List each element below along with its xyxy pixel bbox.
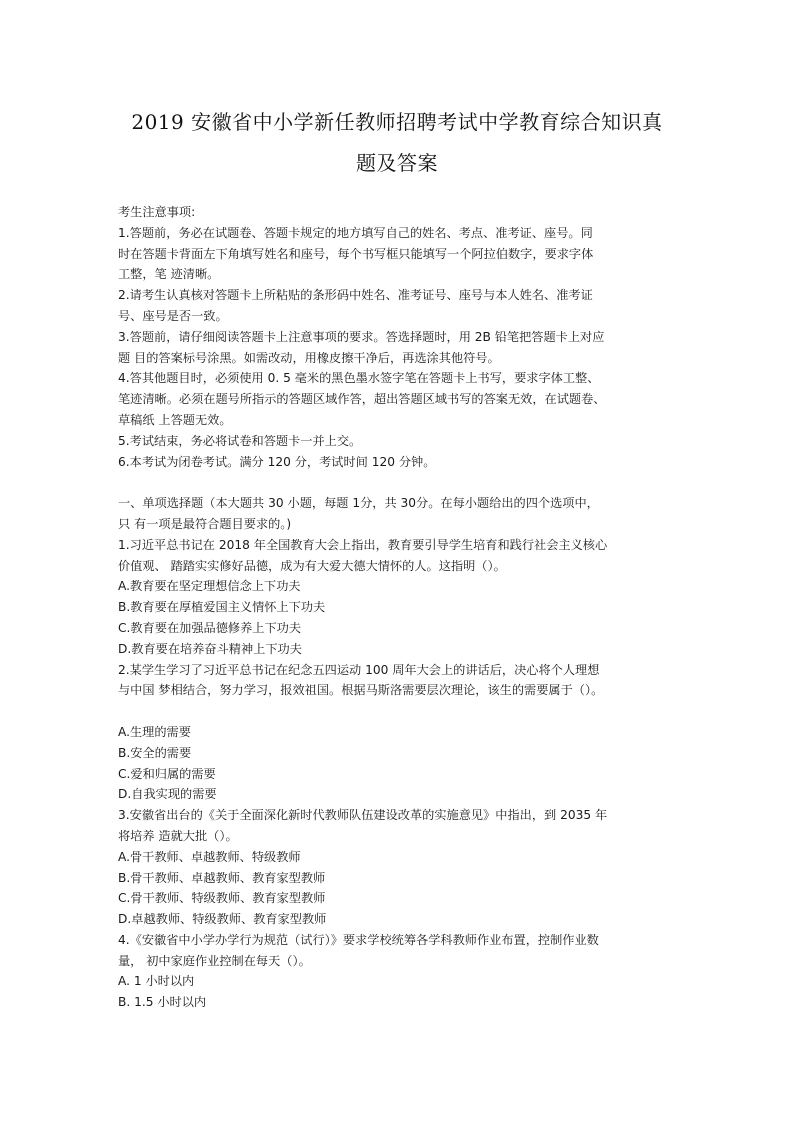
- option-b: B.安全的需要: [118, 745, 192, 760]
- notice-line: 4.答其他题目时，必须使用 0. 5 毫米的黑色墨水签字笔在答题卡上书写，要求字体工整、: [118, 371, 600, 386]
- question-stem-line: 将培养 造就大批（）。: [118, 828, 238, 843]
- notice-line: 时在答题卡背面左下角填写姓名和座号，每个书写框只能填写一个阿拉伯数字，要求字体: [118, 246, 594, 261]
- question-stem-line: 量， 初中家庭作业控制在每天（）。: [118, 953, 311, 968]
- option-b: B.教育要在厚植爱国主义情怀上下功夫: [118, 600, 326, 615]
- notice-line: 3.答题前，请仔细阅读答题卡上注意事项的要求。答选择题时，用 2B 铅笔把答题卡上对应: [118, 329, 605, 344]
- document-title-line-1: 2019 安徽省中小学新任教师招聘考试中学教育综合知识真: [131, 110, 663, 134]
- question-stem-line: 4.《安徽省中小学办学行为规范（试行）》要求学校统筹各学科教师作业布置，控制作业数: [118, 932, 599, 947]
- notice-heading: 考生注意事项:: [118, 205, 196, 219]
- document-title-line-2: 题及答案: [356, 151, 438, 175]
- question-1: [118, 535, 678, 660]
- option-a: A.教育要在坚定理想信念上下功夫: [118, 579, 301, 594]
- notice-line: 5.考试结束，务必将试卷和答题卡一并上交。: [118, 433, 362, 448]
- notice-line: 工整，笔 迹清晰。: [118, 267, 220, 282]
- option-d: D.教育要在培养奋斗精神上下功夫: [118, 641, 302, 656]
- document-body: [118, 202, 678, 1013]
- question-stem-line: 3.安徽省出台的《关于全面深化新时代教师队伍建设改革的实施意见》中指出，到 2035 年: [118, 808, 608, 823]
- question-2: [118, 660, 678, 806]
- option-d: D.卓越教师、特级教师、教育家型教师: [118, 912, 327, 927]
- notice-line: 草稿纸 上答题无效。: [118, 412, 232, 427]
- option-b: B. 1.5 小时以内: [118, 995, 207, 1010]
- option-a: A.生理的需要: [118, 724, 191, 739]
- option-b: B.骨干教师、卓越教师、教育家型教师: [118, 870, 326, 885]
- notice-line: 笔迹清晰。必须在题号所指示的答题区域作答，超出答题区域书写的答案无效，在试题卷、: [118, 392, 606, 407]
- question-stem-line: 与中国 梦相结合，努力学习，报效祖国。根据马斯洛需要层次理论，该生的需要属于（）。: [118, 683, 604, 698]
- option-c: C.爱和归属的需要: [118, 766, 216, 781]
- question-3: [118, 805, 678, 930]
- exam-notice: [118, 202, 678, 472]
- paragraph-spacer: [118, 472, 678, 493]
- paragraph-spacer: [118, 701, 678, 722]
- notice-line: 号、座号是否一致。: [118, 308, 228, 323]
- notice-line: 2.请考生认真核对答题卡上所粘贴的条形码中姓名、准考证号、座号与本人姓名、准考证: [118, 288, 593, 303]
- section-single-choice: [118, 493, 678, 1013]
- section-intro-line: 只 有一项是最符合题目要求的。): [118, 516, 292, 531]
- option-c: C.教育要在加强品德修养上下功夫: [118, 620, 302, 635]
- option-a: A.骨干教师、卓越教师、特级教师: [118, 849, 301, 864]
- question-stem-line: 2.某学生学习了习近平总书记在纪念五四运动 100 周年大会上的讲话后，决心将个人理想: [118, 662, 600, 677]
- notice-line: 6.本考试为闭卷考试。满分 120 分，考试时间 120 分钟。: [118, 454, 436, 469]
- notice-line: 题 目的答案标号涂黑。如需改动，用橡皮擦干净后，再选涂其他符号。: [118, 350, 500, 365]
- question-stem-line: 价值观、 踏踏实实修好品德，成为有大爱大德大情怀的人。这指明（）。: [118, 558, 506, 573]
- option-c: C.骨干教师、特级教师、教育家型教师: [118, 891, 326, 906]
- section-intro-line: 一、单项选择题（本大题共 30 小题，每题 1分，共 30分。在每小题给出的四个选项中，: [118, 496, 599, 511]
- option-a: A. 1 小时以内: [118, 974, 195, 989]
- notice-line: 1.答题前，务必在试题卷、答题卡规定的地方填写自己的姓名、考点、准考证、座号。同: [118, 225, 593, 240]
- option-d: D.自我实现的需要: [118, 787, 217, 802]
- question-stem-line: 1.习近平总书记在 2018 年全国教育大会上指出，教育要引导学生培育和践行社会主义核心: [118, 537, 608, 552]
- question-4: [118, 930, 678, 1013]
